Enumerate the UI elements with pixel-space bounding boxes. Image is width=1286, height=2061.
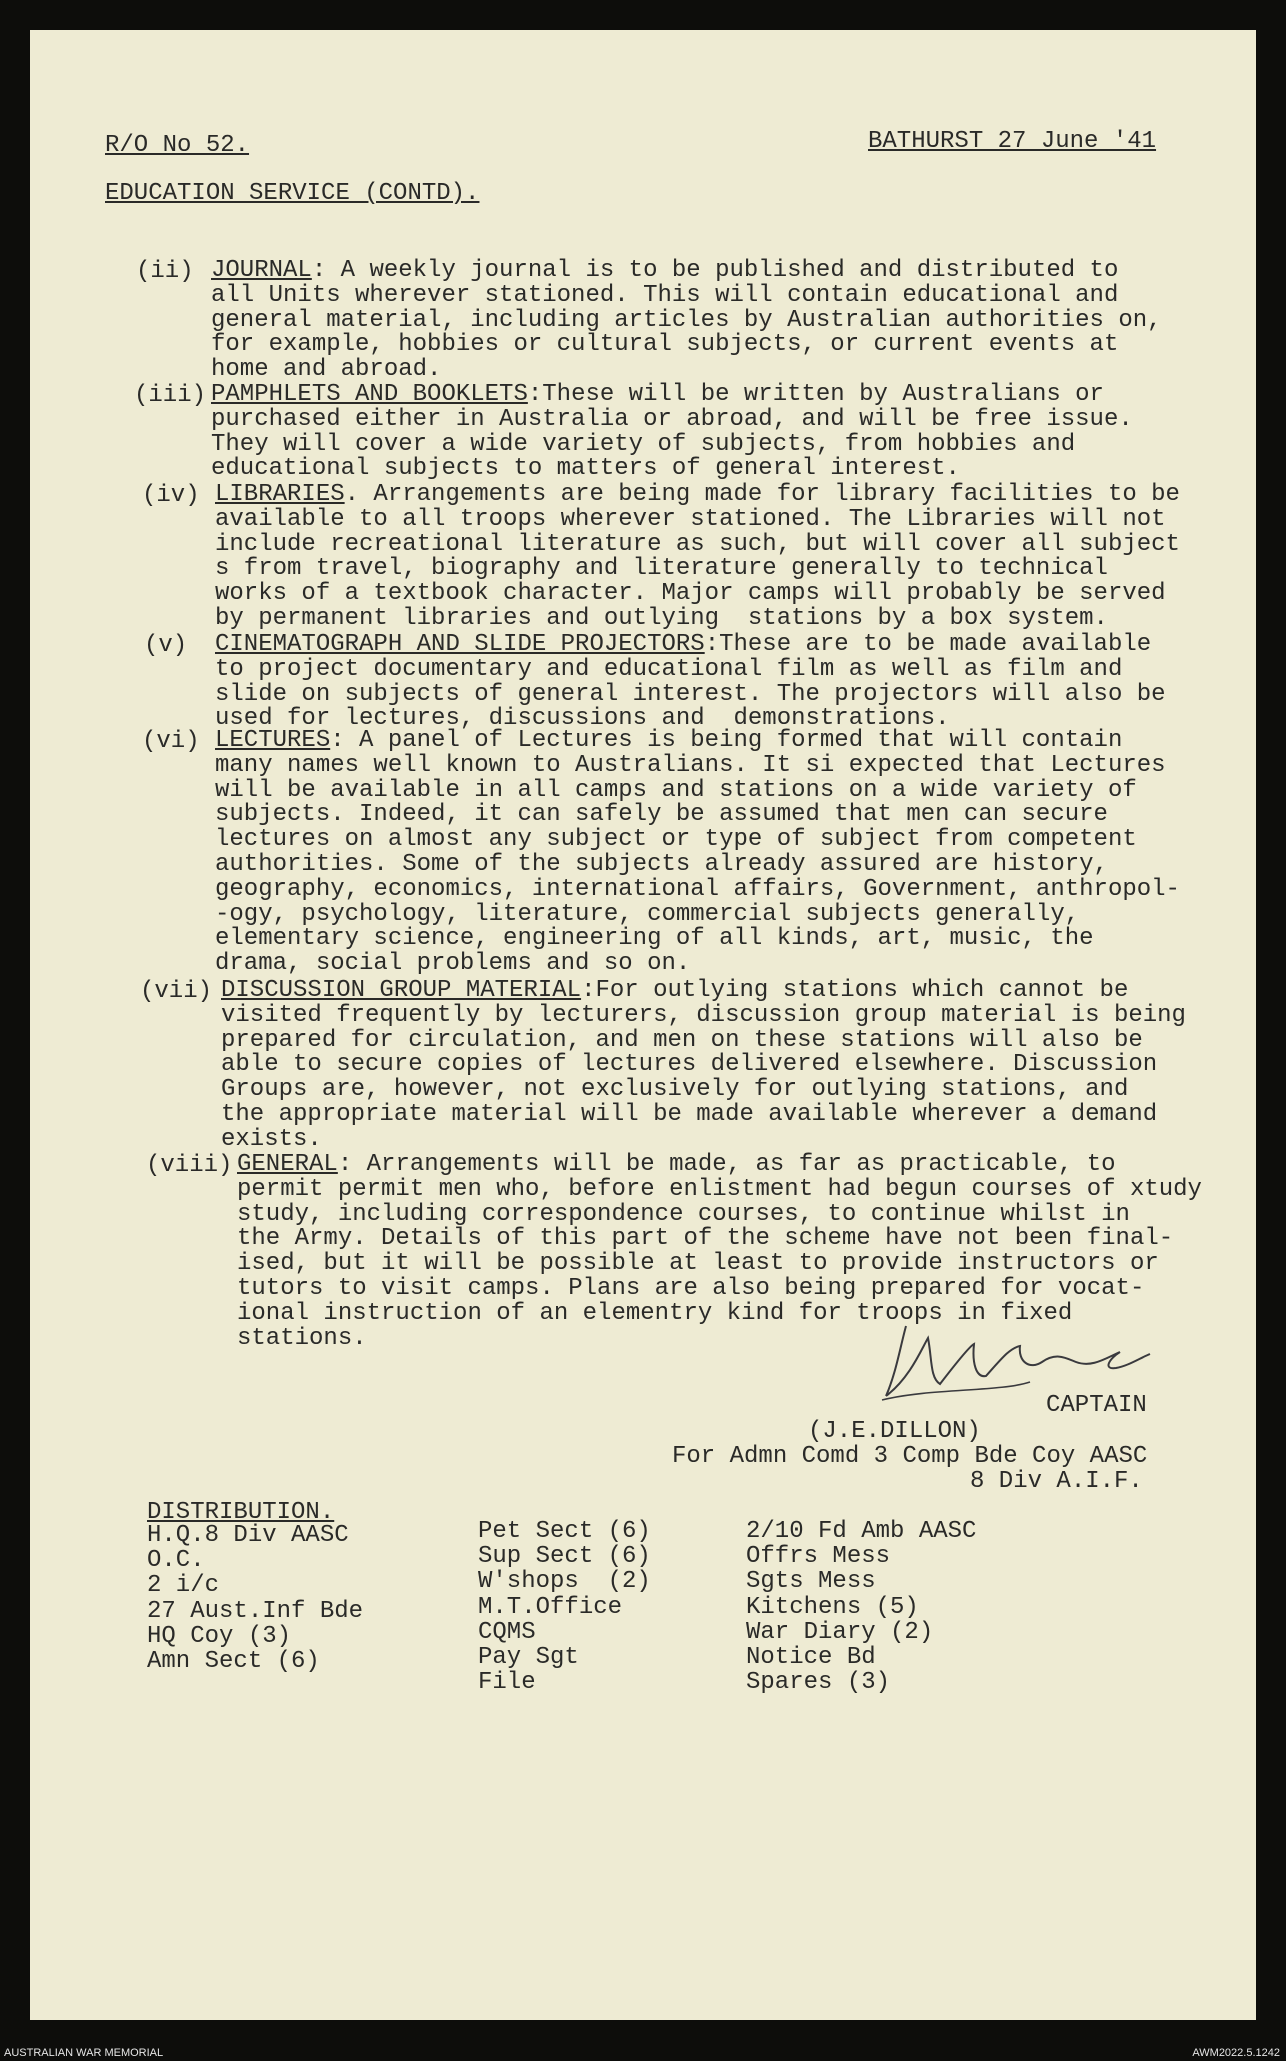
paragraph-line: used for lectures, discussions and demonstrations. [215,705,950,733]
distribution-item: Sgts Mess [746,1568,876,1596]
paragraph-number: (viii) [146,1152,233,1179]
paragraph-title: CINEMATOGRAPH AND SLIDE PROJECTORS [215,631,705,658]
paragraph-line: the Army. Details of this part of the scheme have not been final- [237,1225,1174,1253]
paragraph-line: the appropriate material will be made available wherever a demand [221,1101,1158,1128]
footer-archive-name: AUSTRALIAN WAR MEMORIAL [4,2047,164,2059]
distribution-item: Pet Sect (6) [478,1518,651,1545]
paragraph-line: ised, but it will be possible at least to provide instructors or [237,1250,1159,1278]
paragraph-title: PAMPHLETS AND BOOKLETS [211,381,528,408]
distribution-column-1 [147,1523,363,1674]
paragraph-line: exists. [221,1125,322,1153]
paragraph-number: (v) [144,632,188,659]
paragraph-line: Groups are, however, not exclusively for outlying stations, and [221,1076,1129,1104]
paragraph-title: DISCUSSION GROUP MATERIAL [221,977,582,1004]
paragraph-number: (iii) [134,382,207,409]
paragraph-number: (ii) [136,258,194,285]
paragraph-line: home and abroad. [211,356,442,384]
distribution-item: War Diary (2) [746,1618,934,1646]
paragraph-line: by permanent libraries and outlying stations by a box system. [215,605,1108,632]
paragraph-line: available to all troops wherever stationed. The Libraries will not [215,505,1166,533]
distribution-item: CQMS [478,1618,536,1646]
place-date: BATHURST 27 June '41 [868,128,1157,155]
paragraph-line: -ogy, psychology, literature, commercial subjects generally, [215,900,1080,928]
distribution-item: Sup Sect (6) [478,1543,651,1571]
paragraph-line: stations. [237,1324,367,1352]
distribution-item: Notice Bd [746,1644,876,1672]
paragraph-line: PAMPHLETS AND BOOKLETS:These will be written by Australians or [211,381,1104,408]
paragraph-line: works of a textbook character. Major camps will probably be served [215,580,1166,608]
paragraph-line: They will cover a wide variety of subjects, from hobbies and [211,430,1076,458]
distribution-item: Pay Sgt [478,1644,579,1672]
paragraph-line: educational subjects to matters of general interest. [211,455,960,483]
paragraph-line: LIBRARIES. Arrangements are being made for library facilities to be [215,481,1180,508]
signature-for-line: For Admn Comd 3 Comp Bde Coy AASC [672,1443,1148,1470]
distribution-item: Kitchens (5) [746,1593,919,1621]
distribution-item: HQ Coy (3) [147,1622,292,1650]
paragraph-line: DISCUSSION GROUP MATERIAL:For outlying stations which cannot be [221,977,1129,1004]
footer-archive-id: AWM2022.5.1242 [1192,2047,1280,2059]
distribution-item: 2 i/c [147,1572,220,1600]
paragraph-line: authorities. Some of the subjects already assured are history, [215,851,1108,878]
paragraph-line: CINEMATOGRAPH AND SLIDE PROJECTORS:These are to be made available [215,631,1152,658]
distribution-item: Amn Sect (6) [147,1648,320,1676]
paragraph-line: able to secure copies of lectures delivered elsewhere. Discussion [221,1051,1158,1079]
paragraph-line: for example, hobbies or cultural subjects, or current events at [211,331,1119,359]
paragraph-line: study, including correspondence courses, to continue whilst in [237,1200,1130,1228]
paragraph-line: prepared for circulation, and men on these stations will also be [221,1026,1143,1054]
paragraph-line: general material, including articles by Australian authorities on, [211,306,1162,334]
paragraph-line: include recreational literature as such, but will cover all subject [215,530,1180,558]
section-heading: EDUCATION SERVICE (CONTD). [105,180,480,207]
distribution-item: H.Q.8 Div AASC [147,1522,349,1549]
distribution-item: Spares (3) [746,1669,891,1697]
paragraph-line: GENERAL: Arrangements will be made, as far as practicable, to [237,1151,1116,1178]
paragraph-line: visited frequently by lecturers, discussion group material is being [221,1001,1186,1029]
paragraph-line: all Units wherever stationed. This will contain educational and [211,281,1119,309]
paragraph-line: to project documentary and educational film as well as film and [215,655,1123,683]
paragraph-line: ional instruction of an elementry kind for troops in fixed [237,1299,1073,1327]
paragraph-line: permit permit men who, before enlistment had begun courses of xtudy [237,1175,1202,1203]
reference-number: R/O No 52. [105,132,250,159]
paragraph-line: many names well known to Australians. It si expected that Lectures [215,751,1166,779]
paragraph-line: s from travel, biography and literature generally to technical [215,555,1108,583]
distribution-item: M.T.Office [478,1593,623,1621]
paragraph-line: lectures on almost any subject or type of subject from competent [215,826,1137,854]
paragraph-line: geography, economics, international affairs, Government, anthropol- [215,875,1180,903]
paragraph-line: JOURNAL: A weekly journal is to be published and distributed to [211,257,1119,284]
distribution-item: File [478,1669,536,1697]
signature-div-line: 8 Div A.I.F. [970,1468,1143,1495]
distribution-heading: DISTRIBUTION. [147,1499,335,1526]
distribution-item: Offrs Mess [746,1543,891,1571]
distribution-item: 2/10 Fd Amb AASC [746,1518,977,1545]
distribution-item: W'shops (2) [478,1568,651,1596]
paragraph-line: LECTURES: A panel of Lectures is being formed that will contain [215,727,1123,754]
paragraph-line: slide on subjects of general interest. The projectors will also be [215,680,1166,708]
paragraph-title: LIBRARIES [215,481,345,508]
paragraph-line: elementary science, engineering of all kinds, art, music, the [215,925,1094,953]
paragraph-title: JOURNAL [211,257,312,284]
distribution-item: 27 Aust.Inf Bde [147,1597,364,1625]
paragraph-number: (vi) [142,728,200,755]
distribution-column-2 [478,1519,651,1695]
paragraph-line: will be available in all camps and stations on a wide variety of [215,776,1137,804]
paragraph-title: LECTURES [215,727,331,754]
handwritten-signature [870,1318,1160,1408]
paragraph-line: drama, social problems and so on. [215,950,691,978]
paragraph-line: purchased either in Australia or abroad, and will be free issue. [211,405,1133,433]
signature-rank: CAPTAIN [1046,1392,1147,1419]
paragraph-number: (iv) [142,482,200,509]
paragraph-line: subjects. Indeed, it can safely be assumed that men can secure [215,801,1108,829]
distribution-item: O.C. [147,1547,205,1575]
signature-name: (J.E.DILLON) [808,1418,981,1445]
paragraph-number: (vii) [140,978,213,1005]
distribution-column-3 [746,1519,976,1695]
paragraph-title: GENERAL [237,1151,338,1178]
paragraph-line: tutors to visit camps. Plans are also being prepared for vocat- [237,1275,1145,1302]
